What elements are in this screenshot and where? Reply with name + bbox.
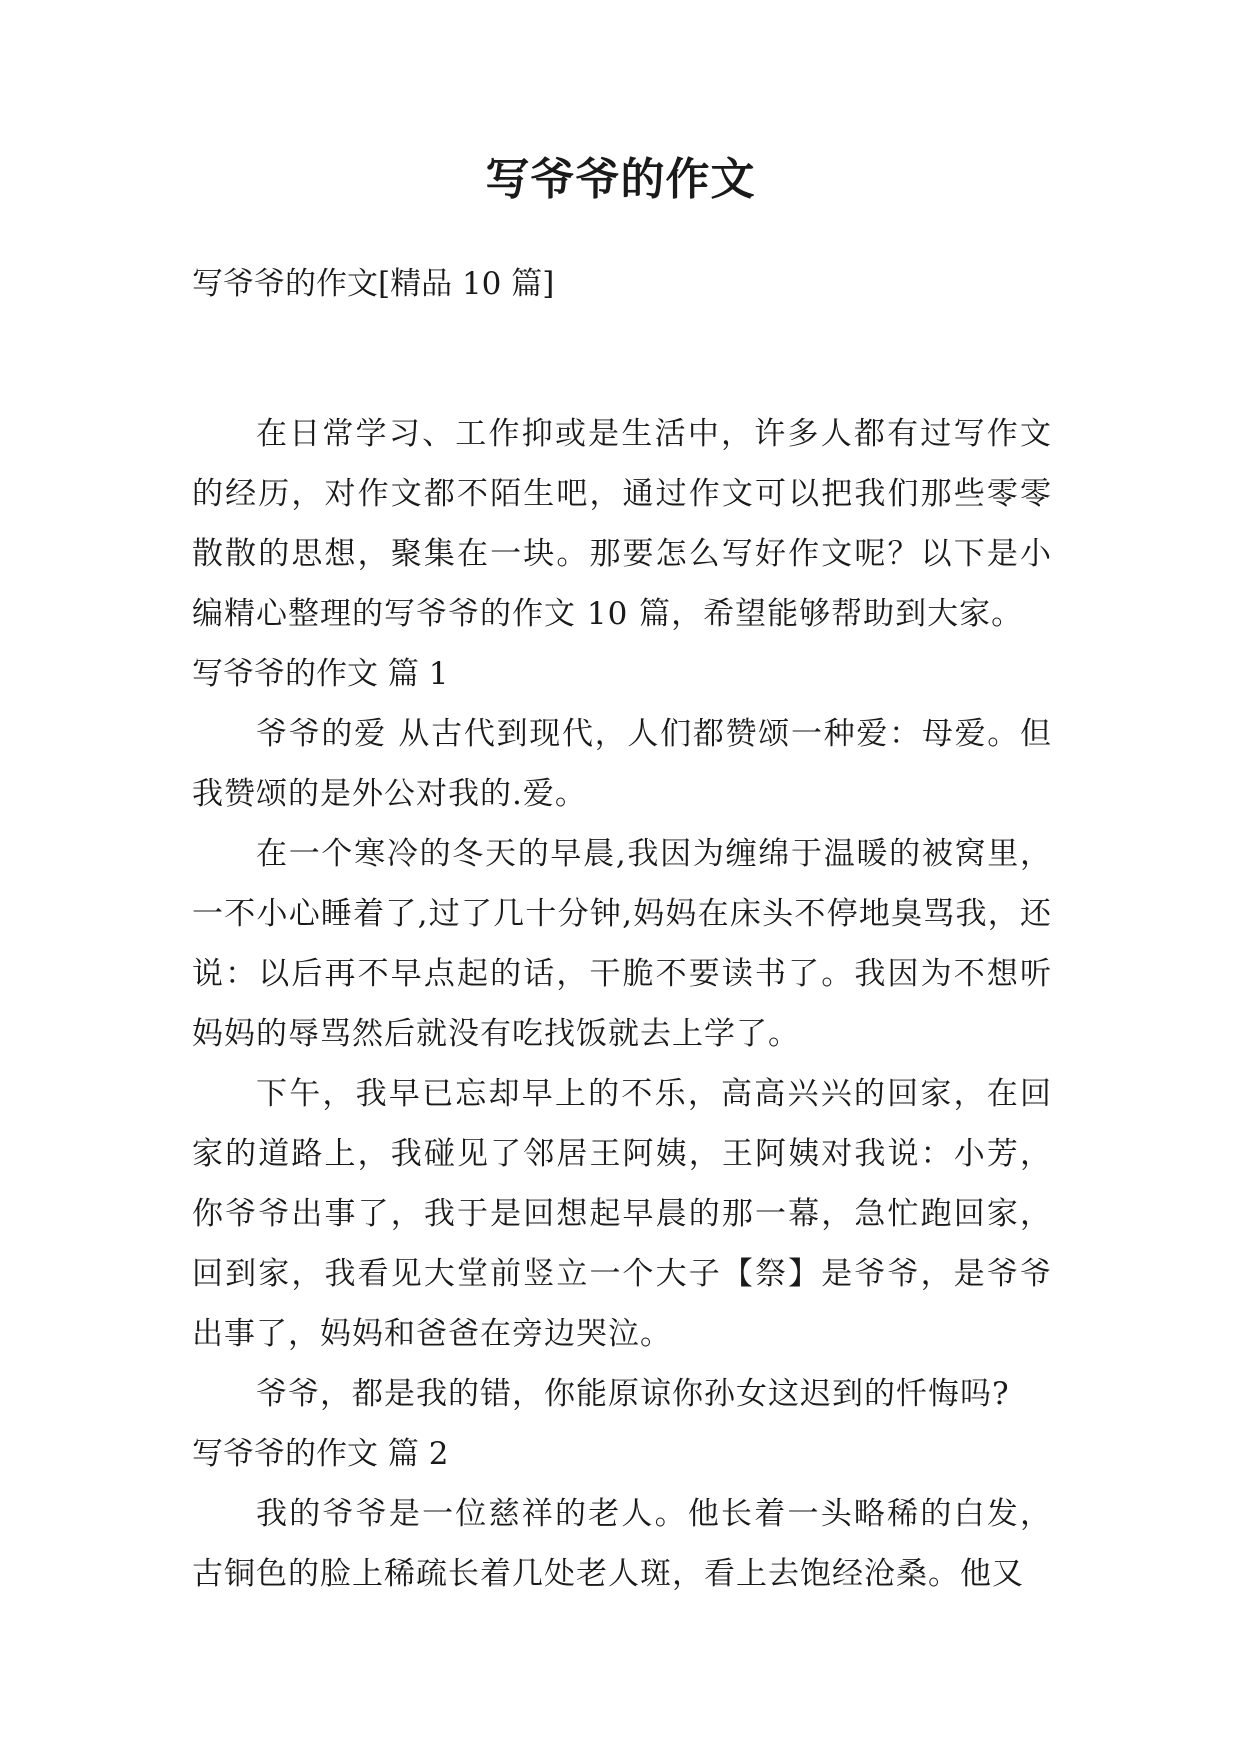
paragraph: 下午，我早已忘却早上的不乐，高高兴兴的回家，在回家的道路上，我碰见了邻居王阿姨，王阿姨对我说：小芳，你爷爷出事了，我于是回想起早晨的那一幕，急忙跑回家，回到家，我看见大堂前竖立一个大子【祭】是爷爷，是爷爷出事了，妈妈和爸爸在旁边哭泣。	[192, 1076, 1052, 1352]
section-heading: 写爷爷的作文 篇 2	[192, 1436, 449, 1472]
intro-paragraph: 在日常学习、工作抑或是生活中，许多人都有过写作文的经历，对作文都不陌生吧，通过作文可以把我们那些零零散散的思想，聚集在一块。那要怎么写好作文呢？以下是小编精心整理的写爷爷的作文 10 篇，希望能够帮助到大家。	[192, 416, 1052, 632]
section-2	[192, 1424, 1052, 1604]
paragraph: 爷爷，都是我的错，你能原谅你孙女这迟到的忏悔吗?	[256, 1376, 1010, 1412]
section-heading: 写爷爷的作文 篇 1	[192, 656, 449, 692]
section-1	[192, 644, 1052, 1424]
paragraph: 在一个寒冷的冬天的早晨,我因为缠绵于温暖的被窝里，一不小心睡着了,过了几十分钟,妈妈在床头不停地臭骂我，还说：以后再不早点起的话，干脆不要读书了。我因为不想听妈妈的辱骂然后就没有吃找饭就去上学了。	[192, 836, 1052, 1052]
document-subtitle: 写爷爷的作文[精品 10 篇]	[192, 266, 555, 302]
document-body	[192, 404, 1052, 1604]
paragraph: 爷爷的爱 从古代到现代，人们都赞颂一种爱：母爱。但我赞颂的是外公对我的.爱。	[192, 716, 1052, 812]
paragraph: 我的爷爷是一位慈祥的老人。他长着一头略稀的白发，古铜色的脸上稀疏长着几处老人斑，看上去饱经沧桑。他又	[192, 1496, 1052, 1592]
document-title: 写爷爷的作文	[485, 154, 756, 205]
